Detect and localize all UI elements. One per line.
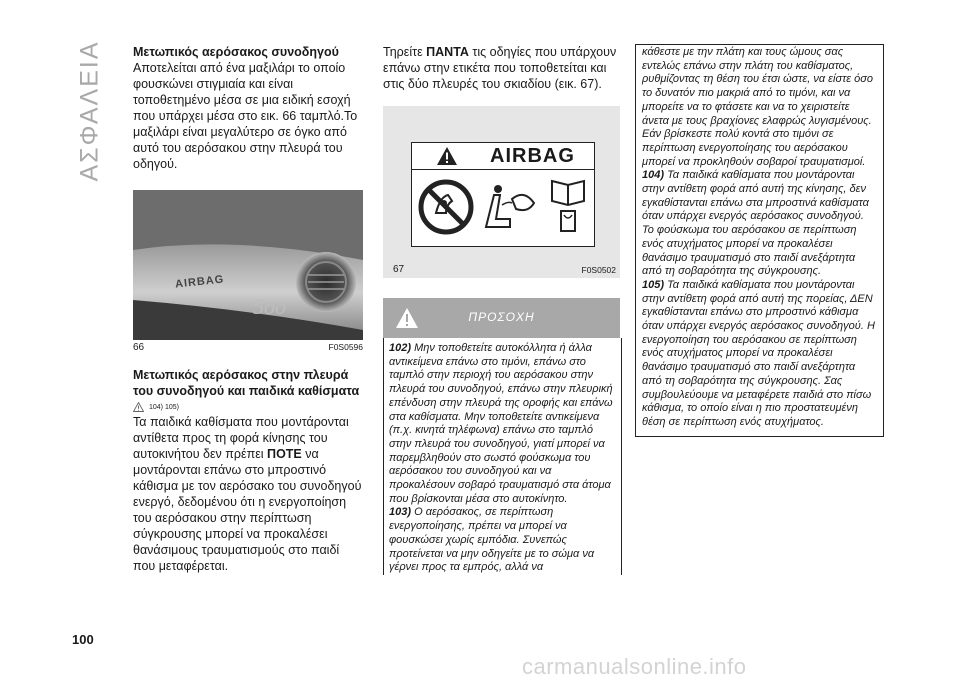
airbag-deploy-icon bbox=[480, 179, 538, 235]
no-child-seat-icon bbox=[418, 179, 474, 235]
photo-airbag-label: AIRBAG bbox=[174, 273, 225, 291]
para-part-a: Τηρείτε bbox=[383, 45, 427, 59]
sticker-title: AIRBAG bbox=[490, 145, 575, 167]
section-title-text: ΑΣΦΑΛΕΙΑ bbox=[75, 40, 104, 182]
paragraph-airbag-description: Αποτελείται από ένα μαξιλάρι το οποίο φουσκώνει στιγμιαία και είναι τοποθετημένο μέσα σε μια ειδική εσοχή που υπάρχει μέσα στο εικ. 66 ταμπλό.Το μαξιλάρι είναι μεγαλύτερο σε όγκο από αυτό του αερόσακου στην πλευρά του οδηγού. bbox=[133, 61, 358, 171]
warning-triangle-icon bbox=[133, 402, 144, 412]
warning-105-num: 105) bbox=[642, 278, 665, 291]
warning-102-num: 102) bbox=[389, 342, 412, 354]
warning-103-text: Ο αερόσακος, σε περίπτωση ενεργοποίησης, πρέπει να μπορεί να φουσκώσει χωρίς εμπόδια. Συνεπώς προτείνεται να μην οδηγείτε με το σώμα να γέρνει προς τα εμπρός, αλλά να bbox=[389, 506, 595, 574]
warning-continued bbox=[635, 44, 884, 437]
warning-continuation: κάθεστε με την πλάτη και τους ώμους σας εντελώς επάνω στην πλάτη του καθίσματος, ρυθμίζοντας τη θέση του έτσι ώστε, να είστε όσο το δυνατόν πιο μακριά από το τιμόνι, και να μπορείτε να το φτάσετε και να το χειριστείτε άνετα με τους βραχίονες ελαφρώς λυγισμένους. Εάν βρίσκεστε πολύ κοντά στο τιμόνι σε περίπτωση ενεργοποίησης του αερόσακου μπορεί να προκληθούν σοβαροί τραυματισμοί. bbox=[642, 46, 873, 168]
warning-105-text: Τα παιδικά καθίσματα που μοντάρονται στην αντίθετη φορά από αυτή της πορείας, ΔΕΝ εγκαθίστανται επάνω στο μπροστινό κάθισμα όταν υπάρχει ενεργός αερόσακος συνοδηγού. Η ενεργοποίηση του αερόσακου σε περίπτωση ενός ατυχήματος μπορεί να προκαλέσει θανάσιμο τραυματισμό στο παιδί ανεξάρτητα από τη σοβαρότητα της σύγκρουσης. Σας συμβουλεύουμε να μεταφέρετε παιδιά στο πίσω κάθισμα, το οποίο είναι η πιο προστατευμένη θέση σε περίπτωση ενός ατυχήματος. bbox=[642, 278, 875, 428]
warning-104-num: 104) bbox=[642, 169, 665, 182]
column-1 bbox=[133, 44, 363, 574]
warning-triangle-icon bbox=[436, 146, 458, 166]
paragraph-child-seats bbox=[133, 414, 363, 574]
figure-number: 67 bbox=[393, 264, 405, 275]
warning-103 bbox=[389, 506, 616, 575]
watermark: carmanualsonline.info bbox=[522, 654, 747, 679]
warning-105 bbox=[642, 279, 877, 430]
heading-passenger-airbag: Μετωπικός αερόσακος συνοδηγού bbox=[133, 45, 339, 59]
para-part-b: τις οδηγίες που υπάρχουν επάνω στην ετικέτα που τοποθετείται και στις δύο πλευρές του σκιαδίου (εικ. 67). bbox=[383, 45, 617, 91]
page-number: 100 bbox=[72, 632, 94, 647]
dashboard-photo bbox=[133, 190, 363, 340]
read-manual-icon bbox=[548, 177, 588, 235]
airbag-label-sticker bbox=[411, 142, 595, 247]
warning-103-num: 103) bbox=[389, 506, 412, 519]
paragraph-follow-instructions bbox=[383, 44, 620, 92]
warning-102 bbox=[389, 342, 616, 506]
refs-text: 104) 105) bbox=[149, 403, 179, 411]
heading-child-seats: Μετωπικός αερόσακος στην πλευρά του συνοδηγού και παιδικά καθίσματα bbox=[133, 368, 360, 398]
svg-text:5oo: 5oo bbox=[253, 294, 286, 319]
warning-header bbox=[383, 298, 620, 338]
figure-code: F0S0502 bbox=[581, 265, 616, 275]
para2-bold: ΠΟΤΕ bbox=[267, 447, 302, 461]
warning-body bbox=[383, 338, 622, 575]
section-title bbox=[70, 40, 110, 182]
column-2 bbox=[383, 44, 620, 575]
warning-refs bbox=[133, 402, 363, 412]
para-bold: ΠΑΝΤΑ bbox=[426, 45, 469, 59]
figure-code: F0S0596 bbox=[328, 342, 363, 352]
figure-number: 66 bbox=[133, 342, 145, 353]
para2-part-a: Τα παιδικά καθίσματα που μοντάρονται αντίθετα προς τη φορά κίνησης του αυτοκινήτου δεν πρέπει bbox=[133, 415, 349, 461]
warning-title: ΠΡΟΣΟΧΗ bbox=[468, 310, 535, 324]
warning-104-text: Τα παιδικά καθίσματα που μοντάρονται στην αντίθετη φορά από αυτή της κίνησης, δεν εγκαθίστανται επάνω στα μπροστινά καθίσματα όταν υπάρχει ενεργός αερόσακος συνοδηγού. Το φούσκωμα του αερόσακου σε περίπτωση ενός ατυχήματος μπορεί να προκαλέσει θανάσιμο τραυματισμό στο παιδί ανεξάρτητα από τη σοβαρότητα της σύγκρουσης. bbox=[642, 169, 869, 278]
column-3 bbox=[635, 44, 882, 437]
figure-67 bbox=[383, 106, 620, 278]
warning-104 bbox=[642, 169, 877, 279]
para2-part-b: να μοντάρονται επάνω στο μπροστινό κάθισμα με τον αερόσακο του συνοδηγού ενεργό, δεδομένου ότι η ενεργοποίηση του αερόσακου στην περίπτωση σύγκρουσης μπορεί να προκαλέσει θανάσιμους τραυματισμούς στο παιδί που μεταφέρεται. bbox=[133, 447, 362, 573]
figure-66-caption bbox=[133, 342, 363, 353]
warning-102-text: Μην τοποθετείτε αυτοκόλλητα ή άλλα αντικείμενα επάνω στο τιμόνι, επάνω στο ταμπλό στην περιοχή του αερόσακου στην πλευρά του συνοδηγού, επάνω στην πλευρική επένδυση στην πλευρά της οροφής και επάνω στα καθίσματα. Μην τοποθετείτε αντικείμενα (π.χ. κινητά τηλέφωνα) επάνω στο ταμπλό στην πλευρά του συνοδηγού, γιατί μπορεί να παρεμβληθούν στο σωστό φούσκωμα του αερόσακου του συνοδηγού και να προκαλέσουν σοβαρό τραυματισμό στα άτομα που βρίσκονται μέσα στο αυτοκίνητο. bbox=[389, 342, 613, 505]
